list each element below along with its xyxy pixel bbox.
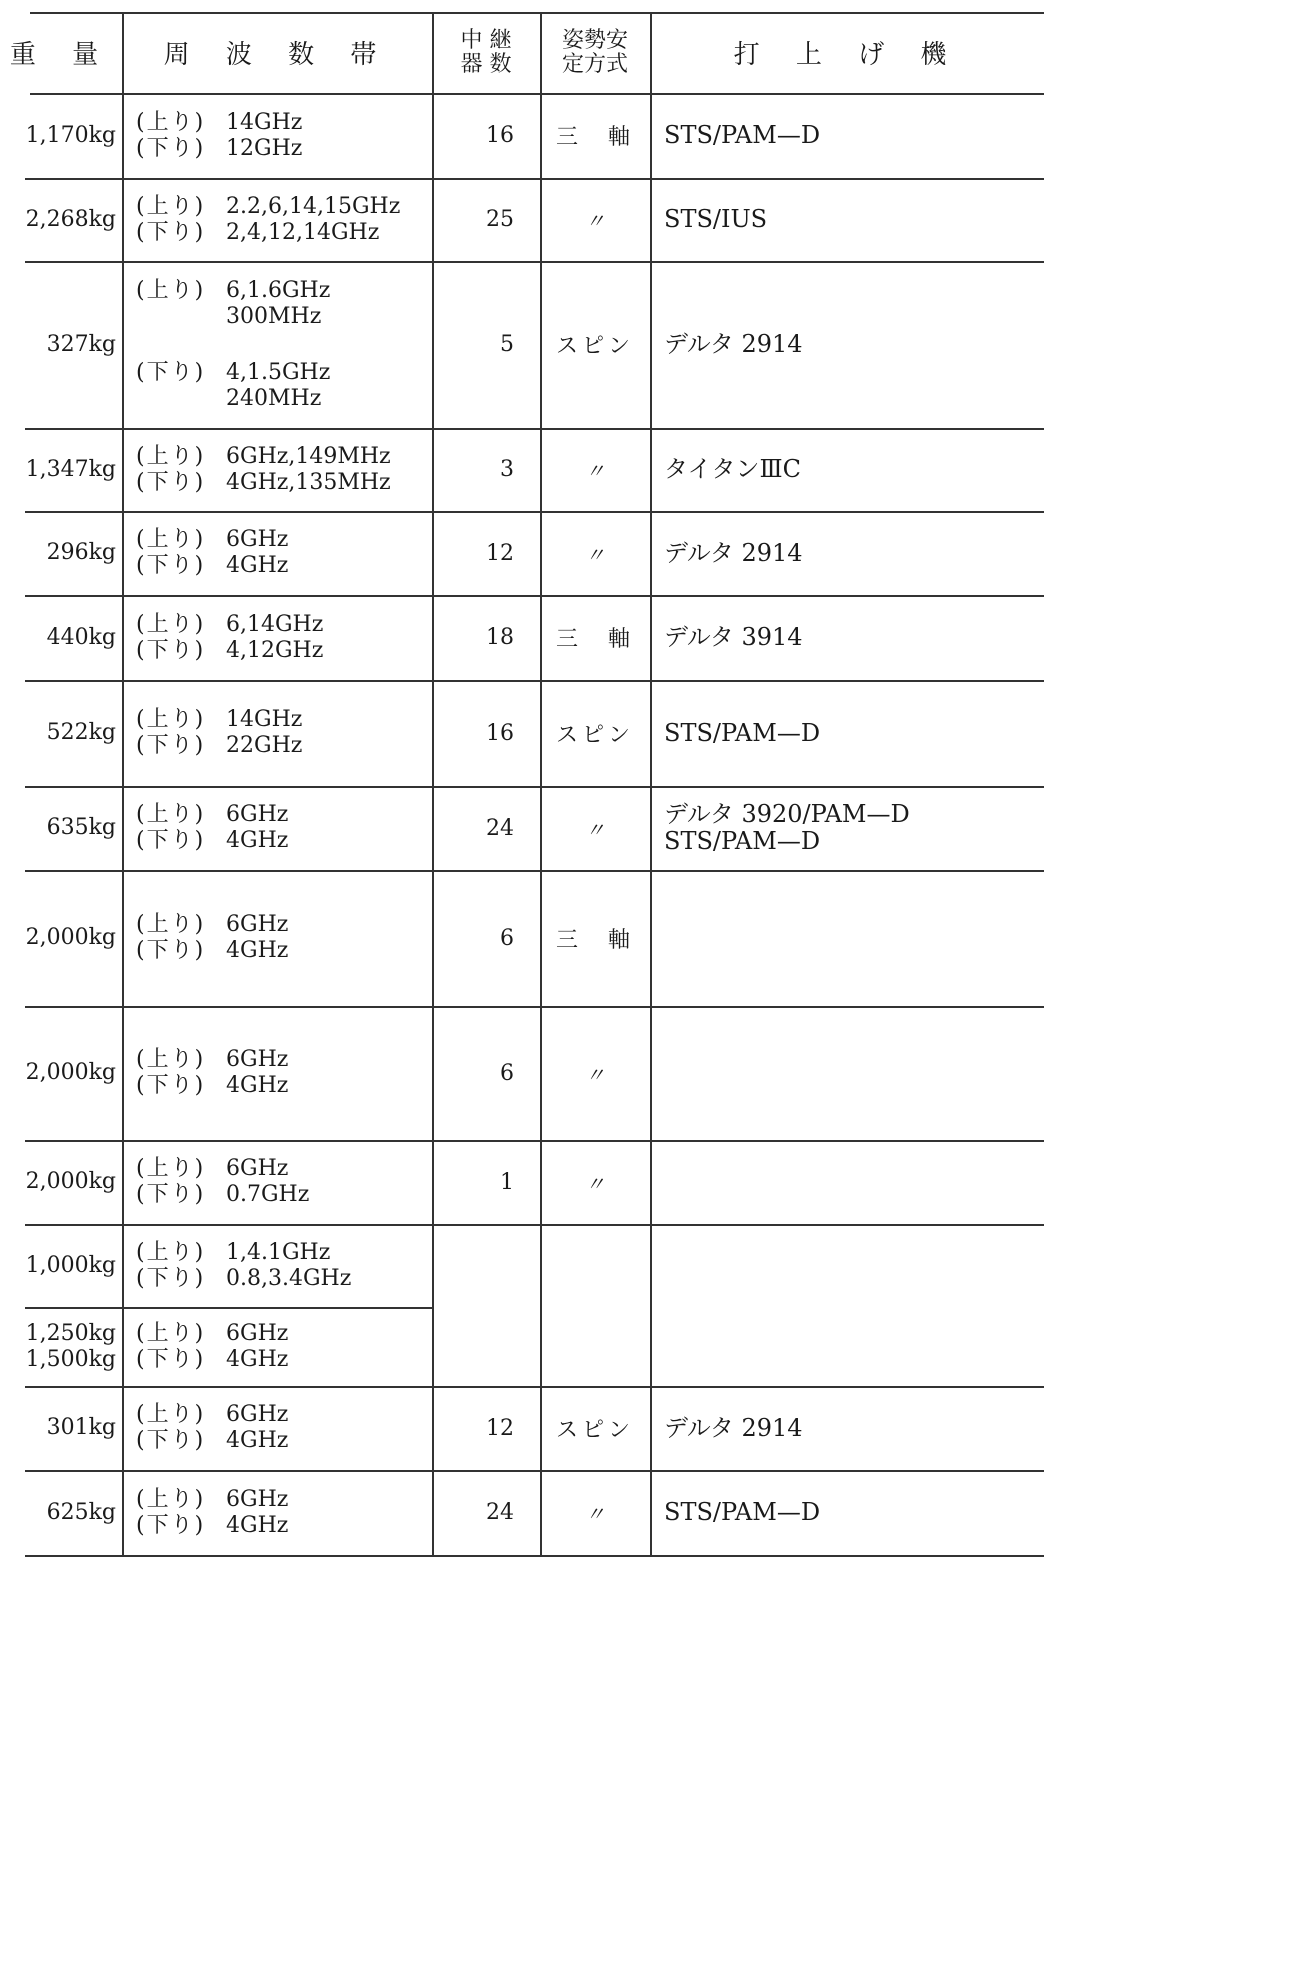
frequency-value-up: 6GHz bbox=[226, 1486, 289, 1512]
frequency-cell bbox=[122, 261, 432, 428]
direction-label-down: (下り) bbox=[136, 219, 206, 245]
frequency-group bbox=[136, 1156, 309, 1208]
frequency-cell bbox=[122, 786, 432, 870]
transponder-count: 12 bbox=[486, 540, 514, 566]
direction-label-down: (下り) bbox=[136, 553, 206, 578]
frequency-down bbox=[136, 1347, 288, 1373]
weight-value: 2,268kg bbox=[25, 206, 116, 232]
frequency-value-down: 0.7GHz bbox=[226, 1182, 310, 1207]
frequency-value-up: 6,1.6GHz 300MHz bbox=[226, 277, 331, 329]
frequency-cell bbox=[122, 1140, 432, 1224]
attitude-method: スピン bbox=[555, 722, 634, 748]
frequency-group bbox=[136, 612, 323, 664]
frequency-value-down: 4GHz bbox=[226, 1512, 289, 1538]
launcher-cell bbox=[650, 1224, 1044, 1307]
weight-cell bbox=[0, 786, 122, 870]
header-transponders-line: 器 数 bbox=[460, 51, 512, 77]
frequency-cell bbox=[122, 511, 432, 595]
transponder-count: 24 bbox=[486, 815, 514, 841]
frequency-down bbox=[136, 938, 288, 964]
frequency-value-up: 6GHz bbox=[226, 527, 289, 552]
frequency-value-up: 2.2,6,14,15GHz bbox=[226, 193, 401, 219]
attitude-method bbox=[540, 1307, 650, 1386]
transponder-count bbox=[432, 1307, 540, 1386]
direction-label-up: (上り) bbox=[136, 109, 206, 135]
launcher-name: STS/PAM—D bbox=[664, 718, 821, 747]
direction-label-up: (上り) bbox=[136, 277, 206, 303]
launcher-cell bbox=[650, 178, 1044, 261]
transponder-count: 24 bbox=[486, 1500, 514, 1525]
frequency-value-down: 4GHz bbox=[226, 828, 289, 853]
direction-label-up: (上り) bbox=[136, 1402, 206, 1427]
direction-label-up: (上り) bbox=[136, 1239, 206, 1265]
frequency-down bbox=[136, 360, 330, 412]
direction-label-down: (下り) bbox=[136, 1182, 206, 1207]
launcher-name: STS/PAM—D bbox=[664, 827, 821, 855]
launcher-cell bbox=[650, 428, 1044, 511]
frequency-value-down: 22GHz bbox=[226, 733, 303, 758]
weight-cell bbox=[0, 680, 122, 786]
direction-label-up: (上り) bbox=[136, 527, 206, 552]
frequency-down bbox=[136, 220, 400, 246]
direction-label-down: (下り) bbox=[136, 938, 206, 963]
attitude-method: 三 軸 bbox=[555, 927, 634, 953]
weight-cell bbox=[0, 511, 122, 595]
header-transponders-line: 中 継 bbox=[460, 27, 512, 53]
direction-label-up: (上り) bbox=[136, 707, 206, 732]
frequency-cell bbox=[122, 595, 432, 680]
direction-label-down: (下り) bbox=[136, 828, 206, 853]
direction-label-down: (下り) bbox=[136, 1073, 206, 1098]
header-attitude-line: 姿勢安 bbox=[561, 27, 628, 53]
direction-label-down: (下り) bbox=[136, 359, 206, 385]
direction-label-down: (下り) bbox=[136, 469, 206, 495]
frequency-cell bbox=[122, 428, 432, 511]
attitude-method: 〃 bbox=[585, 542, 605, 567]
frequency-down bbox=[136, 1513, 288, 1539]
frequency-cell bbox=[122, 1224, 432, 1307]
frequency-value-up: 1,4.1GHz bbox=[226, 1239, 331, 1265]
header-transponders bbox=[432, 12, 540, 93]
frequency-value-up: 6GHz bbox=[226, 1156, 289, 1181]
frequency-down bbox=[136, 1266, 351, 1292]
frequency-value-up: 6,14GHz bbox=[226, 611, 324, 637]
weight-cell bbox=[0, 1140, 122, 1224]
launcher-name: デルタ 3920/PAM—D bbox=[664, 800, 910, 828]
frequency-group bbox=[136, 1047, 288, 1099]
frequency-down bbox=[136, 733, 302, 759]
frequency-value-down: 4GHz bbox=[226, 553, 289, 578]
frequency-group bbox=[136, 707, 302, 759]
frequency-up bbox=[136, 612, 323, 638]
direction-label-up: (上り) bbox=[136, 912, 206, 937]
attitude-method bbox=[540, 1224, 650, 1307]
frequency-value-down: 4,1.5GHz 240MHz bbox=[226, 359, 331, 411]
frequency-value-down: 4GHz bbox=[226, 1346, 289, 1372]
transponder-count: 12 bbox=[486, 1415, 514, 1441]
launcher-name: デルタ 2914 bbox=[664, 330, 803, 358]
transponder-count: 18 bbox=[486, 625, 514, 650]
frequency-down bbox=[136, 1428, 288, 1454]
frequency-down bbox=[136, 1182, 309, 1208]
transponder-count: 16 bbox=[486, 720, 514, 746]
frequency-cell bbox=[122, 93, 432, 178]
frequency-cell bbox=[122, 1386, 432, 1470]
frequency-cell bbox=[122, 1470, 432, 1555]
weight-cell bbox=[0, 178, 122, 261]
frequency-down bbox=[136, 553, 288, 579]
frequency-value-down: 4GHz bbox=[226, 1428, 289, 1453]
launcher-cell bbox=[650, 1307, 1044, 1386]
frequency-up bbox=[136, 1156, 309, 1182]
weight-value: 625kg bbox=[46, 1499, 116, 1525]
weight-cell bbox=[0, 1006, 122, 1140]
direction-label-down: (下り) bbox=[136, 637, 206, 663]
direction-label-up: (上り) bbox=[136, 1320, 206, 1346]
transponder-count: 1 bbox=[500, 1169, 514, 1195]
frequency-group bbox=[136, 1402, 288, 1454]
frequency-cell bbox=[122, 178, 432, 261]
weight-cell bbox=[0, 93, 122, 178]
attitude-method: 三 軸 bbox=[555, 125, 634, 150]
frequency-value-down: 4GHz bbox=[226, 938, 289, 963]
frequency-group bbox=[136, 110, 302, 162]
frequency-down bbox=[136, 136, 302, 162]
weight-value: 301kg bbox=[46, 1415, 116, 1440]
weight-value: 522kg bbox=[46, 720, 116, 745]
transponder-count: 25 bbox=[486, 207, 514, 232]
frequency-down bbox=[136, 828, 288, 854]
launcher-cell bbox=[650, 786, 1044, 870]
frequency-value-down: 2,4,12,14GHz bbox=[226, 219, 380, 245]
launcher-cell bbox=[650, 1140, 1044, 1224]
weight-cell bbox=[0, 261, 122, 428]
attitude-method: 〃 bbox=[585, 1062, 605, 1087]
weight-cell bbox=[0, 1224, 122, 1307]
frequency-up bbox=[136, 1047, 288, 1073]
launcher-cell bbox=[650, 93, 1044, 178]
weight-value: 440kg bbox=[46, 624, 116, 650]
frequency-value-down: 0.8,3.4GHz bbox=[226, 1265, 352, 1291]
transponder-count: 3 bbox=[500, 457, 514, 482]
launcher-cell bbox=[650, 261, 1044, 428]
frequency-cell bbox=[122, 680, 432, 786]
direction-label-down: (下り) bbox=[136, 1346, 206, 1372]
attitude-method: 〃 bbox=[585, 1171, 605, 1196]
frequency-up bbox=[136, 912, 288, 938]
attitude-method: 〃 bbox=[585, 817, 605, 842]
direction-label-down: (下り) bbox=[136, 1512, 206, 1538]
frequency-up bbox=[136, 278, 330, 330]
frequency-up bbox=[136, 1240, 351, 1266]
transponder-count: 6 bbox=[500, 1060, 514, 1086]
transponder-count: 16 bbox=[486, 123, 514, 148]
direction-label-up: (上り) bbox=[136, 1486, 206, 1512]
weight-value: 635kg bbox=[46, 815, 116, 840]
frequency-value-up: 14GHz bbox=[226, 707, 303, 732]
frequency-value-up: 6GHz bbox=[226, 1402, 289, 1427]
frequency-cell bbox=[122, 1006, 432, 1140]
weight-value: 2,000kg bbox=[25, 925, 116, 950]
launcher-name: デルタ 3914 bbox=[664, 623, 803, 651]
launcher-cell bbox=[650, 1006, 1044, 1140]
frequency-group bbox=[136, 194, 400, 246]
frequency-down bbox=[136, 470, 391, 496]
launcher-name: STS/IUS bbox=[664, 205, 768, 233]
transponder-count: 6 bbox=[500, 925, 514, 951]
frequency-value-up: 6GHz bbox=[226, 1320, 289, 1346]
launcher-cell bbox=[650, 595, 1044, 680]
direction-label-down: (下り) bbox=[136, 1265, 206, 1291]
direction-label-down: (下り) bbox=[136, 733, 206, 758]
weight-value: 1,347kg bbox=[25, 456, 116, 482]
frequency-up bbox=[136, 802, 288, 828]
header-attitude bbox=[540, 12, 650, 93]
frequency-up bbox=[136, 444, 391, 470]
frequency-up bbox=[136, 194, 400, 220]
direction-label-down: (下り) bbox=[136, 1428, 206, 1453]
header-launcher: 打 上 げ 機 bbox=[733, 40, 961, 70]
attitude-method: スピン bbox=[555, 334, 634, 359]
frequency-value-up: 6GHz,149MHz bbox=[226, 443, 391, 469]
frequency-up bbox=[136, 1321, 288, 1347]
frequency-down bbox=[136, 638, 323, 664]
direction-label-up: (上り) bbox=[136, 193, 206, 219]
launcher-cell bbox=[650, 1386, 1044, 1470]
frequency-down bbox=[136, 1073, 288, 1099]
weight-value: 2,000kg bbox=[25, 1060, 116, 1085]
frequency-up bbox=[136, 1487, 288, 1513]
launcher-cell bbox=[650, 870, 1044, 1006]
attitude-method: 〃 bbox=[585, 209, 605, 233]
frequency-value-up: 14GHz bbox=[226, 109, 303, 135]
frequency-cell bbox=[122, 870, 432, 1006]
weight-value: 296kg bbox=[46, 540, 116, 565]
launcher-name: STS/PAM—D bbox=[664, 121, 821, 149]
frequency-group bbox=[136, 1240, 351, 1292]
weight-value: 1,170kg bbox=[25, 122, 116, 148]
direction-label-up: (上り) bbox=[136, 1156, 206, 1181]
weight-value: 2,000kg bbox=[25, 1169, 116, 1194]
launcher-name: デルタ 2914 bbox=[664, 538, 803, 567]
frequency-value-up: 6GHz bbox=[226, 802, 289, 827]
frequency-up bbox=[136, 527, 288, 553]
frequency-group bbox=[136, 527, 288, 579]
frequency-value-down: 4GHz,135MHz bbox=[226, 469, 391, 495]
frequency-value-up: 6GHz bbox=[226, 912, 289, 937]
launcher-name: デルタ 2914 bbox=[664, 1413, 803, 1442]
frequency-value-up: 6GHz bbox=[226, 1047, 289, 1072]
launcher-cell bbox=[650, 511, 1044, 595]
transponder-count bbox=[432, 1224, 540, 1307]
header-attitude-line: 定方式 bbox=[561, 51, 628, 77]
transponder-count: 5 bbox=[500, 332, 514, 357]
weight-cell bbox=[0, 1307, 122, 1386]
weight-value: 327kg bbox=[46, 331, 116, 357]
direction-label-up: (上り) bbox=[136, 443, 206, 469]
frequency-group bbox=[136, 1321, 288, 1373]
launcher-cell bbox=[650, 680, 1044, 786]
frequency-cell bbox=[122, 1307, 432, 1386]
frequency-group bbox=[136, 444, 391, 496]
frequency-up bbox=[136, 110, 302, 136]
weight-cell bbox=[0, 870, 122, 1006]
direction-label-up: (上り) bbox=[136, 802, 206, 827]
weight-value: 1,250kg bbox=[25, 1320, 116, 1346]
frequency-value-down: 4GHz bbox=[226, 1073, 289, 1098]
direction-label-down: (下り) bbox=[136, 135, 206, 161]
attitude-method: 〃 bbox=[585, 1502, 605, 1526]
attitude-method: 三 軸 bbox=[555, 627, 634, 652]
frequency-group bbox=[136, 1487, 288, 1539]
frequency-value-down: 12GHz bbox=[226, 135, 303, 161]
weight-cell bbox=[0, 1470, 122, 1555]
frequency-group bbox=[136, 278, 330, 412]
header-weight: 重 量 bbox=[9, 40, 113, 70]
weight-cell bbox=[0, 595, 122, 680]
launcher-cell bbox=[650, 1470, 1044, 1555]
launcher-name: タイタンⅢC bbox=[664, 455, 802, 483]
weight-value: 1,000kg bbox=[25, 1252, 116, 1278]
frequency-value-down: 4,12GHz bbox=[226, 637, 324, 663]
frequency-up bbox=[136, 707, 302, 733]
attitude-method: スピン bbox=[555, 1417, 634, 1443]
header-frequency: 周 波 数 帯 bbox=[163, 40, 391, 70]
frequency-group bbox=[136, 912, 288, 964]
table-bottom-rule bbox=[25, 1555, 1044, 1557]
attitude-method: 〃 bbox=[585, 459, 605, 483]
launcher-name: STS/PAM—D bbox=[664, 1498, 821, 1526]
weight-cell bbox=[0, 1386, 122, 1470]
direction-label-up: (上り) bbox=[136, 611, 206, 637]
weight-cell bbox=[0, 428, 122, 511]
weight-value: 1,500kg bbox=[25, 1346, 116, 1372]
direction-label-up: (上り) bbox=[136, 1047, 206, 1072]
frequency-group bbox=[136, 802, 288, 854]
frequency-up bbox=[136, 1402, 288, 1428]
